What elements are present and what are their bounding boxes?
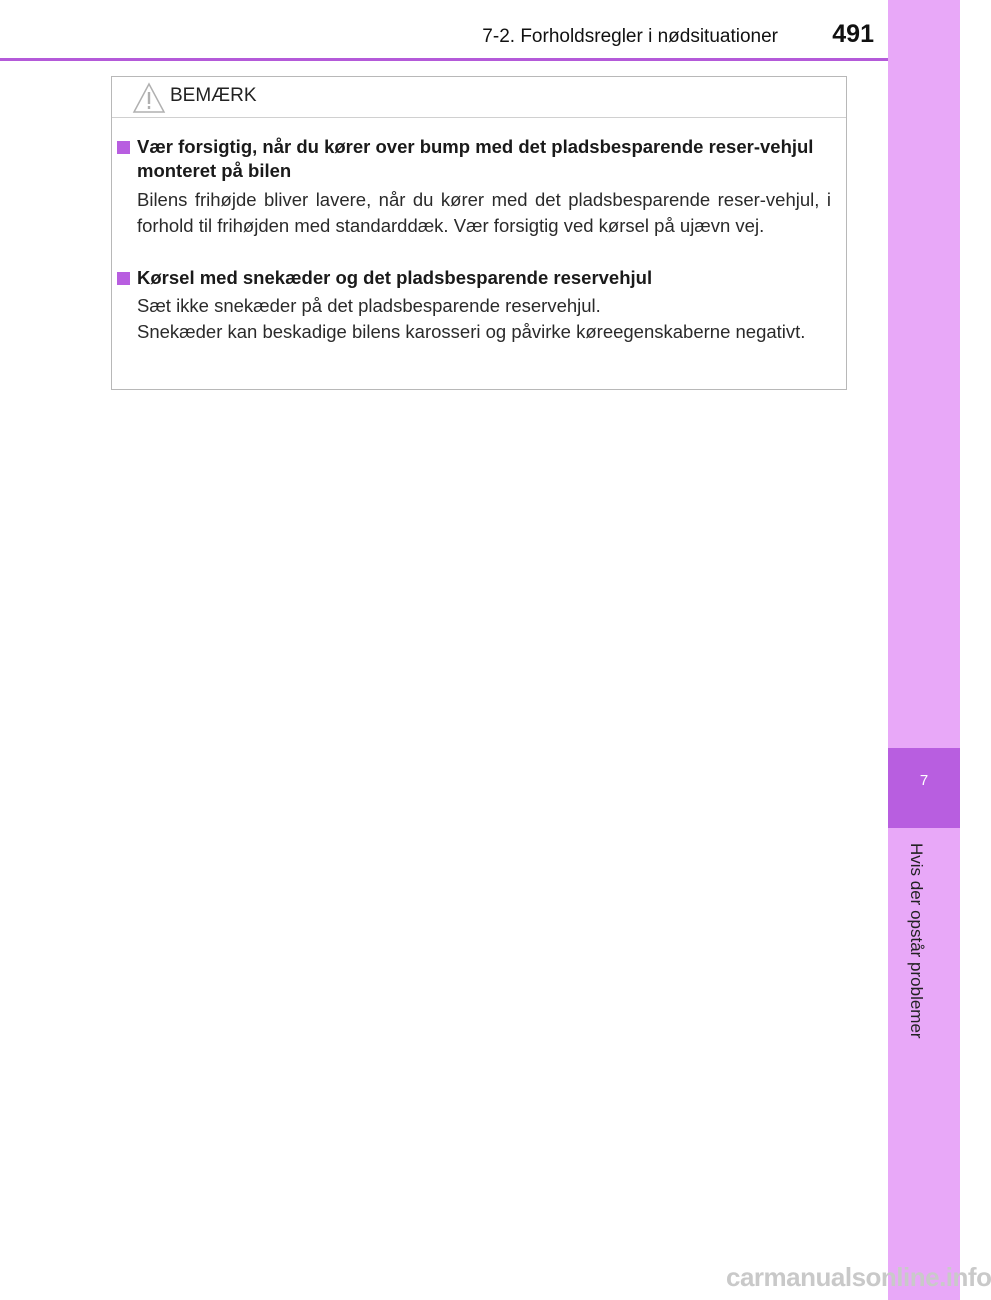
notice-box (111, 76, 847, 390)
header-rule (0, 58, 888, 61)
notice-item-heading: Kørsel med snekæder og det pladsbesparende reservehjul (137, 267, 653, 288)
notice-paragraph: Bilens frihøjde bliver lavere, når du kører med det pladsbesparende reser-vehjul, i forhold til frihøjden med standarddæk. Vær forsigtig ved kørsel på ujævn vej. (137, 189, 831, 236)
section-title: 7-2. Forholdsregler i nødsituationer (482, 26, 778, 47)
chapter-number: 7 (919, 772, 929, 789)
notice-item-body (137, 293, 831, 345)
watermark: carmanualsonline.info (726, 1262, 991, 1292)
bullet-square-icon (117, 141, 130, 154)
chapter-marker[interactable] (888, 748, 960, 828)
page-number: 491 (832, 20, 874, 48)
notice-header (112, 77, 846, 118)
chapter-side-tab[interactable] (888, 0, 960, 1300)
notice-paragraph: Snekæder kan beskadige bilens karosseri og påvirke køreegenskaberne negativt. (137, 321, 806, 342)
notice-title: BEMÆRK (170, 85, 257, 106)
bullet-square-icon (117, 272, 130, 285)
notice-item-heading: Vær forsigtig, når du kører over bump med det pladsbesparende reser-vehjul monteret på bilen (137, 136, 814, 181)
notice-paragraph: Sæt ikke snekæder på det pladsbesparende reservehjul. (137, 295, 601, 316)
notice-item-body (137, 187, 831, 239)
chapter-label: Hvis der opstår problemer (907, 843, 926, 1039)
warning-triangle-icon (132, 82, 166, 114)
